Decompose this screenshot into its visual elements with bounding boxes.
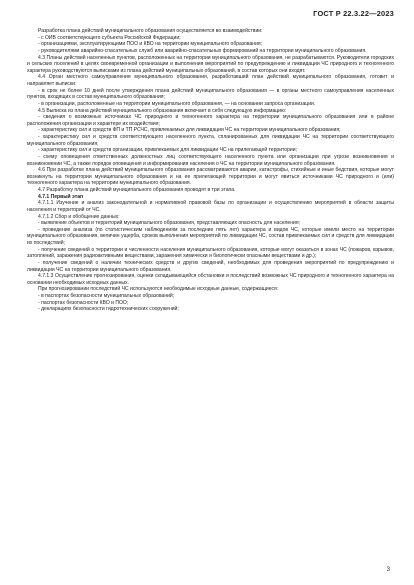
- paragraph: - сведения о возможных источниках ЧС природного и техногенного характера на территории муниципального образования или в районе расположения организации и характере их воздействия;: [27, 114, 394, 127]
- paragraph: - в срок не более 10 дней после утверждения плана действий муниципального образования — в органы местного самоуправления населенных пунктов, входящих в состав муниципального образования;: [27, 87, 394, 101]
- paragraph: - в паспортах безопасности муниципальных образований;: [38, 293, 175, 299]
- paragraph: - выявление объектов и территорий муниципального образования, представляющих опасность для населения;: [38, 220, 300, 227]
- paragraph: - с ОИВ соответствующего субъекта Российской Федерации;: [38, 34, 181, 41]
- paragraph: - характеристику сил и средств организации, привлекаемых для ликвидации ЧС на прилегающей территории;: [38, 147, 297, 154]
- paragraph: Разработка плана действий муниципального образования осуществляется во взаимодействии:: [38, 28, 263, 34]
- paragraph: - организациями, эксплуатирующими ПОО и КВО на территории муниципального образования;: [38, 41, 263, 48]
- paragraph: - паспортах безопасности КВО и ПОО;: [38, 299, 129, 306]
- paragraph: - в организации, расположенные на территории муниципального образования, — на основании запроса организации.: [38, 100, 316, 107]
- paragraph: 4.7.1.1 Изучение и анализ законодательной и нормативной правовой базы по организации и осуществлению мероприятий в области защиты населения и территорий от ЧС.: [27, 200, 394, 213]
- section-heading: 4.7.1 Первый этап: [38, 193, 84, 200]
- paragraph: 4.6 При разработке плана действий муниципального образования рассматриваются аварии, катастрофы, стихийные и иные бедствия, которые могут возникнуть на территории муниципального образования и на ее прилегающей территории и могут явиться источниками ЧС природного и (или) техногенного характера на территории муниципального образования.: [27, 167, 394, 187]
- paragraph: - руководителями аварийно-спасательных служб или аварийно-спасательных формирований на территории муниципального образования.: [38, 47, 367, 54]
- paragraph: - схему оповещения ответственных должностных лиц соответствующего населенного пункта или организации при угрозе возникновения и возникновении ЧС, а также порядок оповещения и информирования населения о ЧС на территории муниципального образования.: [27, 153, 394, 167]
- paragraph: 4.4 Орган местного самоуправления муниципального образования, разработавший план действий муниципального образования, готовит и направляет выписки:: [27, 74, 394, 87]
- paragraph: - получение сведений о территории и численности населения муниципального образования, которые могут оказаться в зонах ЧС (пожаров, взрывов, затоплений, заражения радиоактивными веществами, заражения химически и биологически опасными веществами и др.);: [27, 246, 394, 260]
- document-body: [27, 28, 394, 313]
- paragraph: 4.7 Разработку плана действий муниципального образования проводят в три этапа.: [38, 187, 236, 193]
- paragraph: - характеристику сил и средств соответствующего населенного пункта, спланированных для ликвидации ЧС на территории соответствующего муниципального образования;: [27, 134, 394, 147]
- standard-header: ГОСТ Р 22.3.22—2023: [313, 9, 394, 18]
- paragraph: - получение сведений о наличии технических средств и других сведений, необходимых для проведения мероприятий по предупреждению и ликвидации ЧС на территории муниципального образования.: [27, 259, 394, 273]
- page-number: 3: [386, 567, 390, 573]
- paragraph: 4.3 Планы действий населенных пунктов, расположенных на территории муниципального образования, не разрабатываются. Руководители городских и сельских поселений в целях своевременной организации и выполнения мероприятий по предупреждению и ликвидации ЧС природного и техногенного характера руководствуются выписками из плана действий муниципальных образований, в состав которых они входят.: [27, 54, 394, 74]
- paragraph: При прогнозировании последствий ЧС используются необходимые исходные данные, содержащиеся:: [38, 286, 279, 293]
- paragraph: - декларациях безопасности гидротехнических сооружений;: [38, 306, 179, 313]
- paragraph: 4.7.1.2 Сбор и обобщение данных:: [38, 213, 120, 220]
- paragraph: - проведение анализа (по статистическим наблюдениям за последние пять лет) характера и видов ЧС, которые имели место на территории муниципального образования, величин ущерба, сроков выполнения мероприятий по ликвидации ЧС, состав привлекаемых сил и средств для ликвидации их последствий;: [27, 226, 394, 246]
- paragraph: 4.5 Выписка из плана действий муниципального образования включает в себя следующую информацию:: [38, 107, 287, 114]
- paragraph: 4.7.1.3 Осуществление прогнозирования, оценки складывающейся обстановки и последствий возможных ЧС природного и техногенного характера на основании необходимых исходных данных.: [27, 273, 394, 286]
- paragraph: - характеристику сил и средств ФП и ТП РСЧС, привлекаемых для ликвидации ЧС на территории муниципального образования;: [38, 127, 341, 134]
